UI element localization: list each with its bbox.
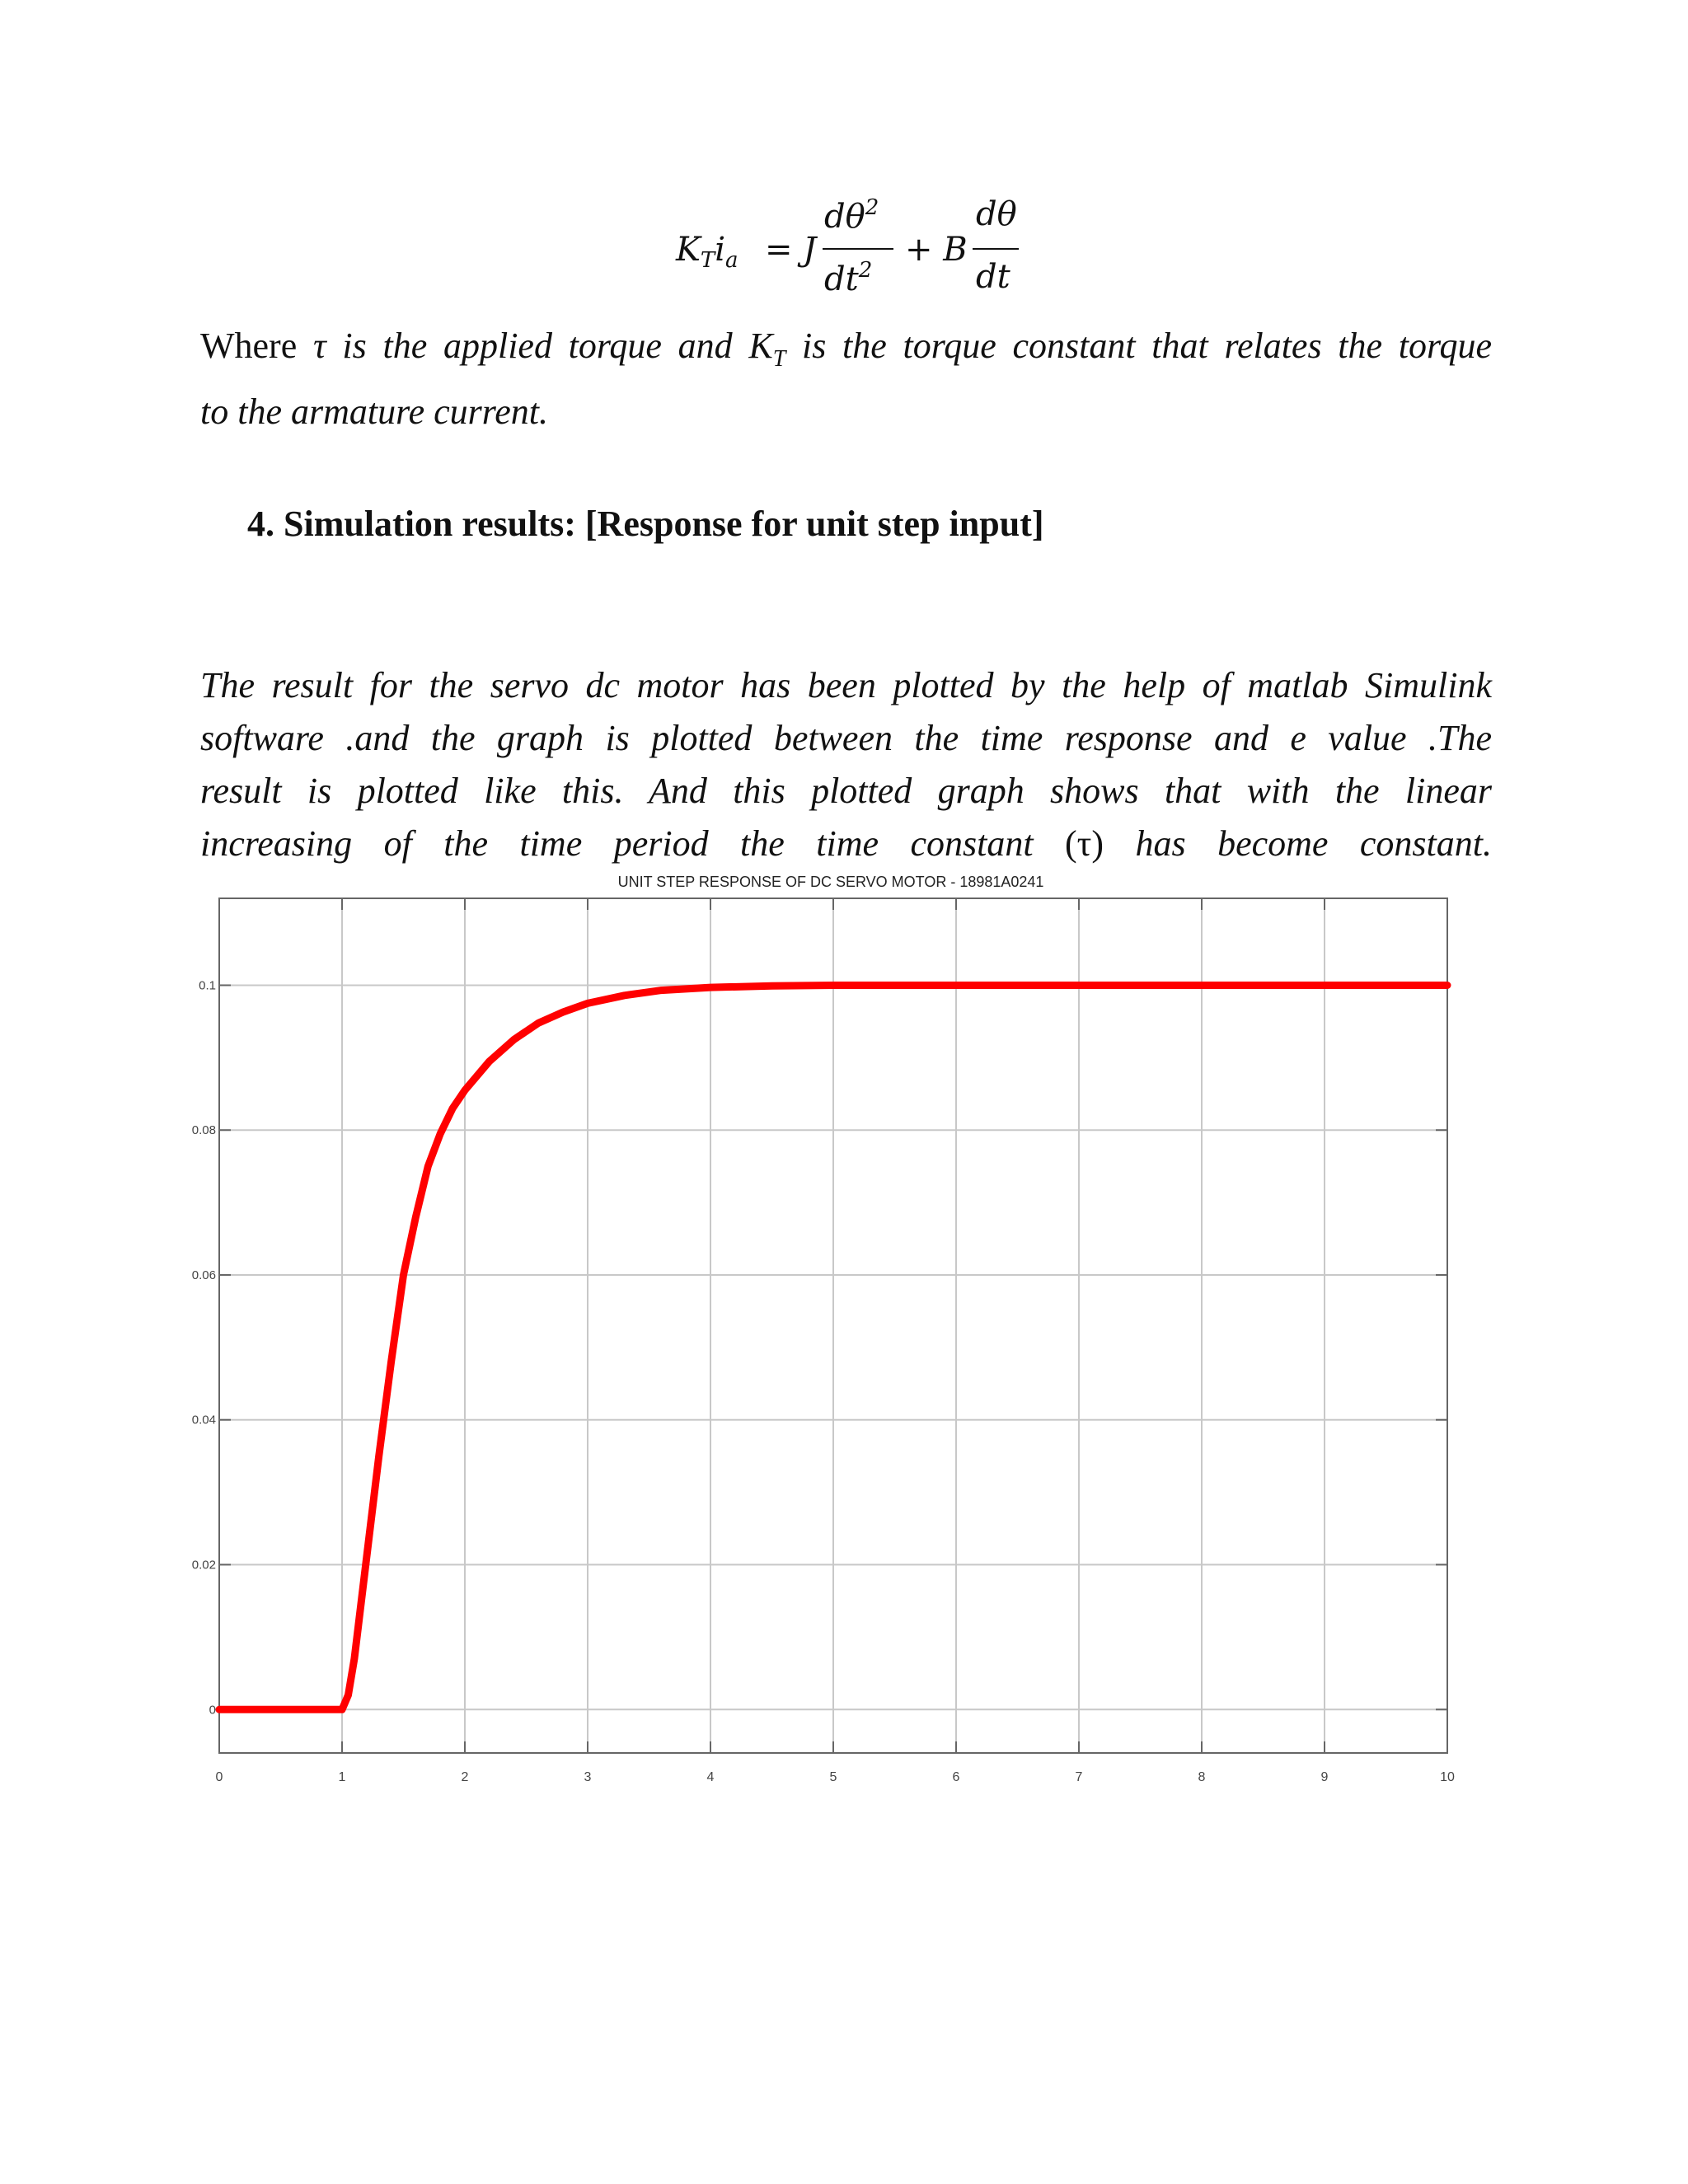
step-response-svg — [165, 869, 1467, 1793]
result-line-4: increasing of the time period the time constant (τ) has become constant. — [200, 823, 1492, 864]
y-tick-label: 0.08 — [191, 1123, 216, 1138]
result-line-3: result is plotted like this. And this plotted graph shows that with the linear — [200, 771, 1492, 811]
equation-lhs: $K_Ti_a$ — [676, 231, 738, 273]
where-line-2: to the armature current. — [200, 391, 549, 432]
section-heading: 4. Simulation results: [Response for unit step input] — [247, 504, 1044, 544]
equation-frac2-denominator: dt — [976, 258, 1010, 296]
x-tick-label: 9 — [1320, 1770, 1329, 1784]
y-tick-label: 0.02 — [191, 1558, 216, 1572]
x-tick-label: 2 — [461, 1770, 469, 1784]
equation-equals-j: = J — [765, 231, 817, 269]
x-tick-label: 7 — [1075, 1770, 1083, 1784]
equation-frac2-bar — [973, 248, 1019, 250]
x-tick-label: 6 — [952, 1770, 960, 1784]
y-tick-label: 0.04 — [191, 1413, 216, 1427]
y-tick-label: 0 — [209, 1703, 216, 1718]
result-line-1: The result for the servo dc motor has been plotted by the help of matlab Simulink — [200, 665, 1492, 705]
x-tick-label: 1 — [338, 1770, 346, 1784]
equation-frac1-denominator: $dt^2$ — [824, 258, 873, 298]
y-tick-label: 0.1 — [199, 978, 216, 993]
x-tick-label: 0 — [215, 1770, 223, 1784]
step-response-chart — [165, 869, 1467, 1797]
torque-equation — [676, 194, 1022, 309]
result-line-2: software .and the graph is plotted between the time response and e value .The — [200, 718, 1492, 758]
chart-title: UNIT STEP RESPONSE OF DC SERVO MOTOR - 18981A0241 — [617, 874, 1044, 890]
result-paragraph — [200, 659, 1492, 870]
where-paragraph — [200, 320, 1492, 438]
x-tick-label: 5 — [829, 1770, 837, 1784]
equation-frac1-bar — [823, 248, 893, 250]
equation-frac1-numerator: $d\theta^2$ — [824, 195, 879, 236]
x-tick-label: 4 — [706, 1770, 715, 1784]
x-tick-label: 8 — [1198, 1770, 1206, 1784]
y-tick-label: 0.06 — [191, 1268, 216, 1282]
x-tick-label: 10 — [1440, 1770, 1455, 1784]
where-line-1: Where τ is the applied torque and $K_T$ is the torque constant that relates the torque — [200, 326, 1493, 372]
equation-plus-b: + B — [905, 231, 968, 269]
equation-frac2-numerator: dθ — [976, 195, 1017, 233]
x-tick-label: 3 — [584, 1770, 592, 1784]
